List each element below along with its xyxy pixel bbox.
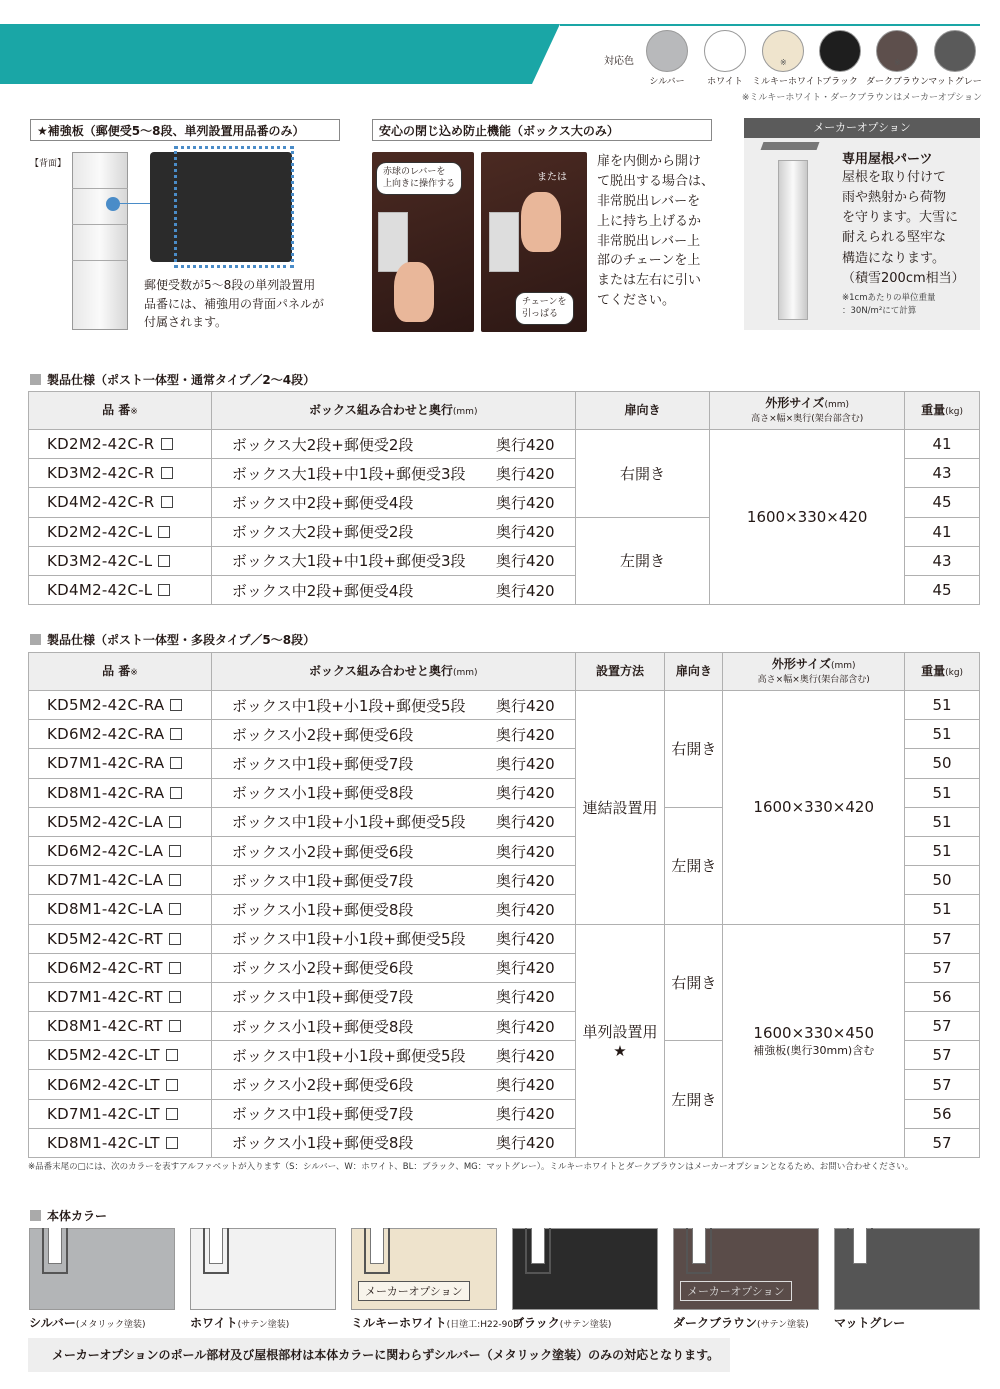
color-sample	[190, 1228, 336, 1310]
combo-cell: ボックス小2段+郵便受6段 奥行420	[211, 1070, 575, 1099]
col-door: 扉向き	[575, 392, 710, 430]
table-row	[29, 691, 980, 720]
col-code: 品 番※	[29, 653, 212, 691]
spec1-table	[28, 391, 980, 605]
swatch-label: シルバー	[649, 77, 685, 87]
color-code-box	[170, 699, 182, 711]
product-code-cell: KD8M1-42C-LA	[29, 895, 212, 924]
swatch-item	[809, 30, 871, 87]
weight-cell: 51	[905, 778, 980, 807]
section-square-icon	[30, 634, 41, 645]
combo-cell: ボックス大1段+中1段+郵便受3段 奥行420	[211, 546, 575, 575]
product-code-cell: KD5M2-42C-LT	[29, 1041, 212, 1070]
product-code-cell: KD8M1-42C-RT	[29, 1012, 212, 1041]
combo-cell: ボックス小2段+郵便受6段 奥行420	[211, 836, 575, 865]
install-cell: 連結設置用	[575, 691, 665, 925]
roof-parts-title: 専用屋根パーツ	[842, 152, 933, 167]
col-door: 扉向き	[665, 653, 723, 691]
door-handle-illustration	[48, 1228, 62, 1264]
maker-option-tag: メーカーオプション	[680, 1281, 792, 1301]
color-code-box	[169, 816, 181, 828]
chain-photo	[481, 152, 587, 332]
door-handle-illustration	[692, 1228, 706, 1264]
product-code-cell: KD5M2-42C-RA	[29, 691, 212, 720]
product-code-cell: KD7M1-42C-RT	[29, 982, 212, 1011]
product-code-cell: KD6M2-42C-RT	[29, 953, 212, 982]
swatch-item	[636, 30, 698, 87]
color-sample	[29, 1228, 175, 1310]
roof-parts-text: 屋根を取り付けて 雨や熱射から荷物 を守ります。大雪に 耐えられる堅牢な 構造になります。 （積雪200cm相当）	[842, 170, 965, 286]
weight-cell: 51	[905, 807, 980, 836]
color-sample	[834, 1228, 980, 1310]
roof-parts-note: ※1cmあたりの単位重量 ：30N/m²にて計算	[842, 293, 936, 317]
post-divider	[72, 224, 128, 225]
weight-cell: 57	[905, 1041, 980, 1070]
weight-cell: 57	[905, 1012, 980, 1041]
weight-cell: 45	[905, 575, 980, 604]
col-combo: ボックス組み合わせと奥行(mm)	[211, 653, 575, 691]
swatch-label: ホワイト	[707, 77, 743, 87]
door-cell: 左開き	[575, 517, 710, 605]
col-code: 品 番※	[29, 392, 212, 430]
color-sample	[351, 1228, 497, 1310]
swatch-note-mark: ※	[894, 58, 901, 67]
size-cell: 1600×330×420	[710, 430, 905, 605]
option-note: ※ミルキーホワイト・ダークブラウンはメーカーオプション	[741, 93, 982, 103]
product-code-cell: KD4M2-42C-L	[29, 575, 212, 604]
combo-cell: ボックス中1段+小1段+郵便受5段 奥行420	[211, 1041, 575, 1070]
product-code-cell: KD5M2-42C-LA	[29, 807, 212, 836]
color-code-box	[169, 845, 181, 857]
product-code-cell: KD4M2-42C-R	[29, 488, 212, 517]
install-cell: 単列設置用 ★	[575, 924, 665, 1158]
notice-banner: メーカーオプションのポール部材及び屋根部材は本体カラーに関わらずシルバー（メタリック塗装）のみの対応となります。	[28, 1338, 730, 1372]
product-code-cell: KD7M1-42C-LT	[29, 1099, 212, 1128]
combo-cell: ボックス中1段+郵便受7段 奥行420	[211, 749, 575, 778]
weight-cell: 50	[905, 866, 980, 895]
combo-cell: ボックス大2段+郵便受2段 奥行420	[211, 430, 575, 459]
color-sample-label: シルバー(メタリック塗装)	[29, 1316, 146, 1330]
door-handle-illustration	[853, 1228, 867, 1264]
door-handle-illustration	[531, 1228, 545, 1264]
color-code-box	[170, 728, 182, 740]
reinforcement-title: ★補強板（郵便受5～8段、単列設置用品番のみ）	[30, 119, 340, 141]
lever-bubble: 赤球のレバーを 上向きに操作する	[376, 162, 462, 195]
col-install: 設置方法	[575, 653, 665, 691]
product-code-cell: KD7M1-42C-RA	[29, 749, 212, 778]
color-code-box	[169, 874, 181, 886]
col-weight: 重量(kg)	[905, 392, 980, 430]
lever-photo	[372, 152, 474, 332]
table-row	[29, 430, 980, 459]
combo-cell: ボックス中1段+小1段+郵便受5段 奥行420	[211, 924, 575, 953]
color-code-box	[169, 962, 181, 974]
color-code-box	[166, 1049, 178, 1061]
color-sample-label: ホワイト(サテン塗装)	[190, 1316, 290, 1330]
swatch-label: ダークブラウン	[866, 77, 930, 87]
color-swatch	[819, 30, 861, 72]
anti-trap-title: 安心の閉じ込め防止機能（ボックス大のみ）	[372, 119, 712, 141]
maker-option-tag: メーカーオプション	[358, 1281, 470, 1301]
color-code-box	[166, 1137, 178, 1149]
swatch-note-mark: ※	[780, 58, 787, 67]
color-code-box	[166, 1079, 178, 1091]
color-code-box	[169, 991, 181, 1003]
color-code-box	[161, 496, 173, 508]
product-code-cell: KD8M1-42C-LT	[29, 1128, 212, 1157]
roof-illustration	[761, 142, 820, 150]
back-label: 【背面】	[30, 159, 67, 169]
door-cell: 右開き	[665, 924, 723, 1041]
weight-cell: 57	[905, 1070, 980, 1099]
color-code-box	[170, 757, 182, 769]
header-band	[0, 24, 560, 84]
spec2-section-title: 製品仕様（ポスト一体型・多段タイプ／5～8段）	[30, 631, 315, 648]
weight-cell: 45	[905, 488, 980, 517]
swatch-item	[694, 30, 756, 87]
chain-bubble: チェーンを 引っぱる	[515, 292, 574, 325]
combo-cell: ボックス小1段+郵便受8段 奥行420	[211, 1128, 575, 1157]
combo-cell: ボックス中2段+郵便受4段 奥行420	[211, 575, 575, 604]
section-square-icon	[30, 374, 41, 385]
color-code-box	[158, 526, 170, 538]
combo-cell: ボックス小1段+郵便受8段 奥行420	[211, 778, 575, 807]
maker-option-header: メーカーオプション	[744, 118, 980, 138]
swatch-label: マットグレー	[928, 77, 982, 87]
color-code-box	[169, 933, 181, 945]
color-code-box	[158, 555, 170, 567]
combo-cell: ボックス中1段+小1段+郵便受5段 奥行420	[211, 691, 575, 720]
product-code-cell: KD3M2-42C-L	[29, 546, 212, 575]
size-cell: 1600×330×420	[723, 691, 905, 925]
col-size: 外形サイズ(mm) 高さ×幅×奥行(架台部含む)	[723, 653, 905, 691]
weight-cell: 57	[905, 1128, 980, 1157]
marker-dot	[106, 197, 120, 211]
combo-cell: ボックス小2段+郵便受6段 奥行420	[211, 720, 575, 749]
combo-cell: ボックス小1段+郵便受8段 奥行420	[211, 1012, 575, 1041]
spec1-section-title: 製品仕様（ポスト一体型・通常タイプ／2～4段）	[30, 371, 315, 388]
weight-cell: 43	[905, 546, 980, 575]
combo-cell: ボックス大1段+中1段+郵便受3段 奥行420	[211, 459, 575, 488]
combo-cell: ボックス小1段+郵便受8段 奥行420	[211, 895, 575, 924]
combo-cell: ボックス中2段+郵便受4段 奥行420	[211, 488, 575, 517]
table-row	[29, 924, 980, 953]
product-code-cell: KD8M1-42C-RA	[29, 778, 212, 807]
weight-cell: 57	[905, 924, 980, 953]
spec2-table	[28, 652, 980, 1158]
door-handle-illustration	[370, 1228, 384, 1264]
product-code-cell: KD6M2-42C-LT	[29, 1070, 212, 1099]
col-weight: 重量(kg)	[905, 653, 980, 691]
door-cell: 右開き	[665, 691, 723, 808]
weight-cell: 51	[905, 895, 980, 924]
post-tower-illustration	[778, 160, 808, 320]
color-swatch	[704, 30, 746, 72]
weight-cell: 56	[905, 1099, 980, 1128]
product-code-cell: KD7M1-42C-LA	[29, 866, 212, 895]
weight-cell: 51	[905, 720, 980, 749]
weight-cell: 41	[905, 430, 980, 459]
combo-cell: ボックス小2段+郵便受6段 奥行420	[211, 953, 575, 982]
weight-cell: 57	[905, 953, 980, 982]
hand-illustration	[394, 262, 434, 322]
swatch-label: ミルキーホワイト	[752, 77, 824, 87]
col-combo: ボックス組み合わせと奥行(mm)	[211, 392, 575, 430]
color-sample-label: ダークブラウン(サテン塗装)	[673, 1316, 809, 1330]
reinforcement-note: 郵便受数が5～8段の単列設置用 品番には、補強用の背面パネルが 付属されます。	[144, 278, 325, 330]
color-code-box	[169, 903, 181, 915]
weight-cell: 51	[905, 691, 980, 720]
post-divider	[72, 260, 128, 261]
product-code-cell: KD5M2-42C-RT	[29, 924, 212, 953]
product-code-cell: KD2M2-42C-R	[29, 430, 212, 459]
combo-cell: ボックス中1段+小1段+郵便受5段 奥行420	[211, 807, 575, 836]
product-code-cell: KD3M2-42C-R	[29, 459, 212, 488]
body-color-section-title: 本体カラー	[30, 1207, 107, 1224]
combo-cell: ボックス中1段+郵便受7段 奥行420	[211, 1099, 575, 1128]
weight-cell: 50	[905, 749, 980, 778]
back-panel-highlight	[174, 146, 294, 268]
combo-cell: ボックス中1段+郵便受7段 奥行420	[211, 866, 575, 895]
anti-trap-note: 扉を内側から開け て脱出する場合は、 非常脱出レバーを 上に持ち上げるか 非常脱出レバー上 部のチェーンを上 または左右に引い てください。	[597, 154, 715, 309]
color-sample	[512, 1228, 658, 1310]
color-swatch	[646, 30, 688, 72]
weight-cell: 43	[905, 459, 980, 488]
or-label: または	[537, 172, 567, 183]
door-handle-illustration	[209, 1228, 223, 1264]
size-cell: 1600×330×450 補強板(奥行30mm)含む	[723, 924, 905, 1158]
product-code-cell: KD2M2-42C-L	[29, 517, 212, 546]
product-code-cell: KD6M2-42C-RA	[29, 720, 212, 749]
section-square-icon	[30, 1210, 41, 1221]
door-cell: 右開き	[575, 430, 710, 518]
color-sample-label: マットグレー	[834, 1316, 906, 1330]
color-sample-label: ミルキーホワイト(日塗工:H22-90B)	[351, 1316, 523, 1330]
color-sample-label: ブラック(サテン塗装)	[512, 1316, 612, 1330]
color-swatch	[934, 30, 976, 72]
combo-cell: ボックス大2段+郵便受2段 奥行420	[211, 517, 575, 546]
color-code-box	[170, 787, 182, 799]
post-divider	[72, 188, 128, 189]
weight-cell: 56	[905, 982, 980, 1011]
color-sample	[673, 1228, 819, 1310]
swatch-label: ブラック	[822, 77, 858, 87]
color-code-box	[158, 584, 170, 596]
weight-cell: 41	[905, 517, 980, 546]
col-size: 外形サイズ(mm) 高さ×幅×奥行(架台部含む)	[710, 392, 905, 430]
post-back-illustration	[72, 152, 128, 330]
color-code-box	[169, 1020, 181, 1032]
combo-cell: ボックス中1段+郵便受7段 奥行420	[211, 982, 575, 1011]
compatible-colors-label: 対応色	[604, 56, 634, 67]
spec2-footnote: ※品番末尾の□には、次のカラーを表すアルファベットが入ります（S：シルバー、W：ホワイト、BL：ブラック、MG：マットグレー）。ミルキーホワイトとダークブラウンはメーカーオプションとなるため、お問い合わせください。	[28, 1162, 914, 1172]
swatch-item	[752, 30, 824, 87]
hand-illustration	[521, 192, 561, 252]
color-code-box	[161, 438, 173, 450]
lever-illustration	[489, 212, 519, 272]
color-code-box	[161, 467, 173, 479]
swatch-item	[866, 30, 928, 87]
weight-cell: 51	[905, 836, 980, 865]
door-cell: 左開き	[665, 807, 723, 924]
header-line	[560, 24, 980, 26]
door-cell: 左開き	[665, 1041, 723, 1158]
color-code-box	[166, 1108, 178, 1120]
swatch-item	[924, 30, 986, 87]
product-code-cell: KD6M2-42C-LA	[29, 836, 212, 865]
